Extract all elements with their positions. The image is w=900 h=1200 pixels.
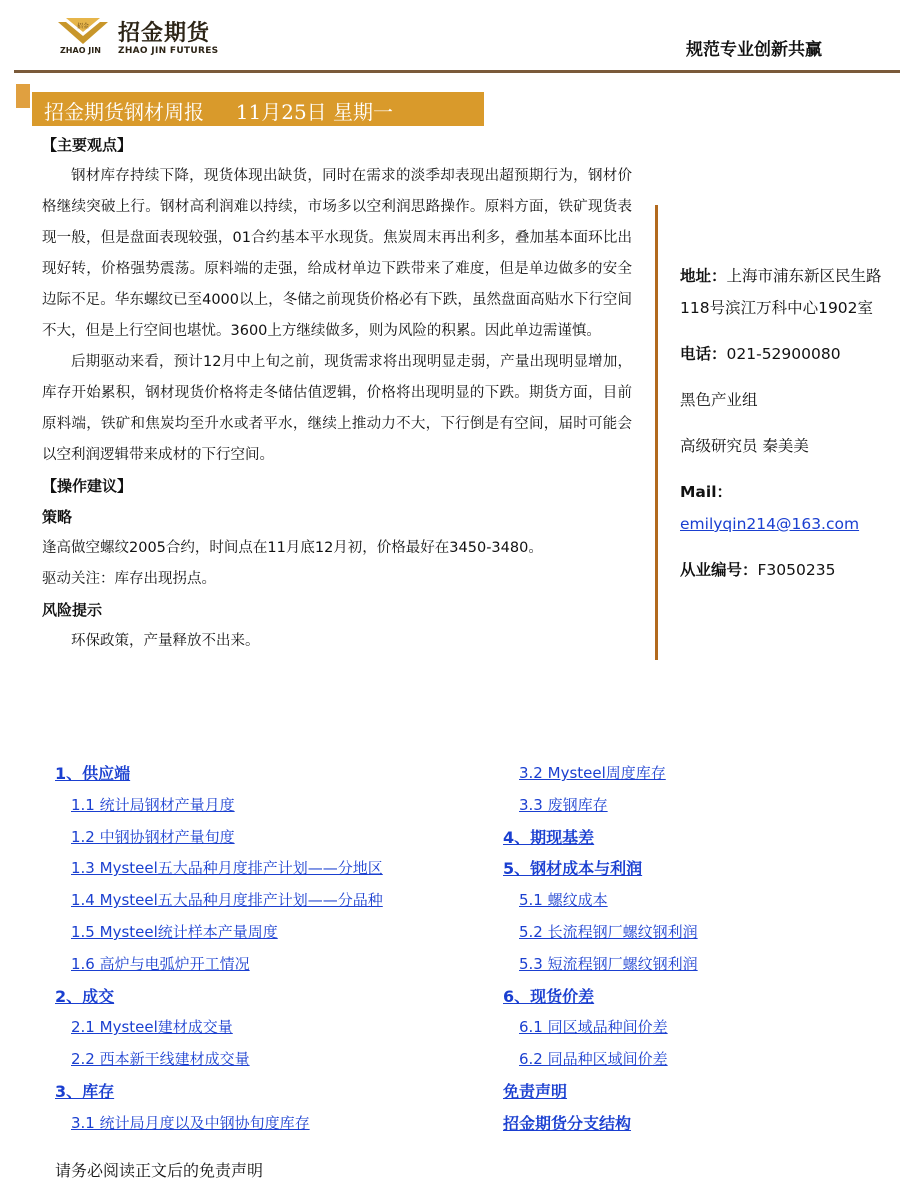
- strategy-line-2: 驱动关注：库存出现拐点。: [42, 571, 216, 587]
- toc-link[interactable]: 1.6 高炉与电弧炉开工情况: [71, 954, 250, 973]
- toc-link[interactable]: 2、成交: [55, 986, 115, 1006]
- toc-link[interactable]: 4、期现基差: [503, 827, 595, 847]
- phone-label: 电话：: [680, 345, 727, 363]
- toc-link[interactable]: 6.1 同区域品种间价差: [519, 1018, 668, 1037]
- mail-block: [680, 476, 890, 540]
- toc-link[interactable]: 1.3 Mysteel五大品种月度排产计划——分地区: [71, 859, 383, 878]
- toc-link[interactable]: 1.1 统计局钢材产量月度: [71, 795, 235, 814]
- toc-link[interactable]: 6、现货价差: [503, 986, 595, 1006]
- logo-english-name: ZHAO JIN FUTURES: [118, 46, 219, 56]
- license-label: 从业编号：: [680, 561, 758, 579]
- toc-link[interactable]: 3、库存: [55, 1081, 115, 1101]
- toc-link[interactable]: 2.2 西本新干线建材成交量: [71, 1050, 250, 1069]
- logo-mark-icon: [56, 16, 110, 46]
- toc-link[interactable]: 3.3 废钢库存: [519, 795, 608, 814]
- research-group: 黑色产业组: [680, 391, 758, 409]
- main-content: [42, 130, 632, 657]
- mail-link[interactable]: emilyqin214@163.com: [680, 515, 860, 533]
- risk-text: 环保政策，产量释放不出来。: [71, 633, 260, 649]
- logo-chinese-name: 招金期货: [118, 21, 211, 46]
- address-block: [680, 260, 890, 324]
- sidebar-divider: [655, 205, 658, 660]
- report-title: 招金期货钢材周报 11月25日 星期一: [44, 100, 394, 124]
- address-text: 上海市浦东新区民生路118号滨江万科中心1902室: [680, 267, 882, 317]
- license-block: [680, 554, 890, 586]
- disclaimer-note: 请务必阅读正文后的免责声明: [55, 1161, 264, 1180]
- toc-link[interactable]: 招金期货分支结构: [503, 1113, 632, 1133]
- logo-english-short: ZHAO JIN: [60, 46, 101, 55]
- toc-left-column: [55, 758, 485, 1140]
- main-views-paragraph-1: 钢材库存持续下降，现货体现出缺货，同时在需求的淡季却表现出超预期行为，钢材价格继续突破上行。钢材高利润难以持续，市场多以空利润思路操作。原料方面，铁矿现货表现一般，但是盘面表现较强，01合约基本平水现货。焦炭周末再出利多，叠加基本面环比出现好转，价格强势震荡。原料端的走强，给成材单边下跌带来了难度，但是单边做多的安全边际不足。华东螺纹已至4000以上，冬储之前现货价格必有下跌，虽然盘面高贴水下行空间不大，但是上行空间也堪忧。3600上方继续做多，则为风险的积累。因此单边需谨慎。: [42, 168, 632, 339]
- banner-accent: [16, 84, 30, 108]
- toc-right-column: [503, 758, 863, 1140]
- contact-sidebar: [680, 260, 890, 600]
- toc-link[interactable]: 2.1 Mysteel建材成交量: [71, 1018, 233, 1037]
- phone-block: [680, 338, 890, 370]
- address-label: 地址：: [680, 267, 727, 285]
- main-views-paragraph-2: 后期驱动来看，预计12月中上旬之前，现货需求将出现明显走弱，产量出现明显增加，库存开始累积，钢材现货价格将走冬储估值逻辑，价格将出现明显的下跌。期货方面，目前原料端，铁矿和焦炭均至升水或者平水，继续上推动力不大，下行倒是有空间，届时可能会以空利润逻辑带来成材的下行空间。: [42, 354, 632, 463]
- report-title-banner: [32, 92, 484, 126]
- toc-link[interactable]: 1、供应端: [55, 764, 131, 783]
- toc-link[interactable]: 1.5 Mysteel统计样本产量周度: [71, 922, 278, 941]
- toc-link[interactable]: 5.1 螺纹成本: [519, 891, 608, 910]
- toc-link[interactable]: 1.4 Mysteel五大品种月度排产计划——分品种: [71, 891, 383, 910]
- company-logo: [56, 14, 236, 58]
- company-slogan: 规范专业创新共赢: [686, 40, 822, 60]
- strategy-line-1: 逢高做空螺纹2005合约，时间点在11月底12月初，价格最好在3450-3480。: [42, 540, 543, 556]
- toc-link[interactable]: 1.2 中钢协钢材产量旬度: [71, 827, 235, 846]
- risk-label: 风险提示: [42, 601, 103, 619]
- toc-link[interactable]: 5.2 长流程钢厂螺纹钢利润: [519, 922, 698, 941]
- toc-link[interactable]: 5.3 短流程钢厂螺纹钢利润: [519, 954, 698, 973]
- toc-link[interactable]: 3.2 Mysteel周度库存: [519, 764, 666, 782]
- toc-link[interactable]: 5、钢材成本与利润: [503, 859, 643, 879]
- toc-link[interactable]: 6.2 同品种区域间价差: [519, 1050, 668, 1069]
- toc-link[interactable]: 免责声明: [503, 1081, 568, 1101]
- operation-advice-heading: 【操作建议】: [42, 477, 133, 495]
- strategy-label: 策略: [42, 508, 73, 526]
- mail-label: Mail：: [680, 483, 733, 501]
- license-number: F3050235: [757, 561, 836, 579]
- header-divider: [14, 70, 900, 73]
- researcher-name: 高级研究员 秦美美: [680, 437, 809, 455]
- logo-mark-text: 招金: [76, 23, 90, 30]
- phone-number: 021-52900080: [726, 345, 841, 363]
- main-views-heading: 【主要观点】: [42, 136, 133, 154]
- toc-link[interactable]: 3.1 统计局月度以及中钢协旬度库存: [71, 1113, 310, 1132]
